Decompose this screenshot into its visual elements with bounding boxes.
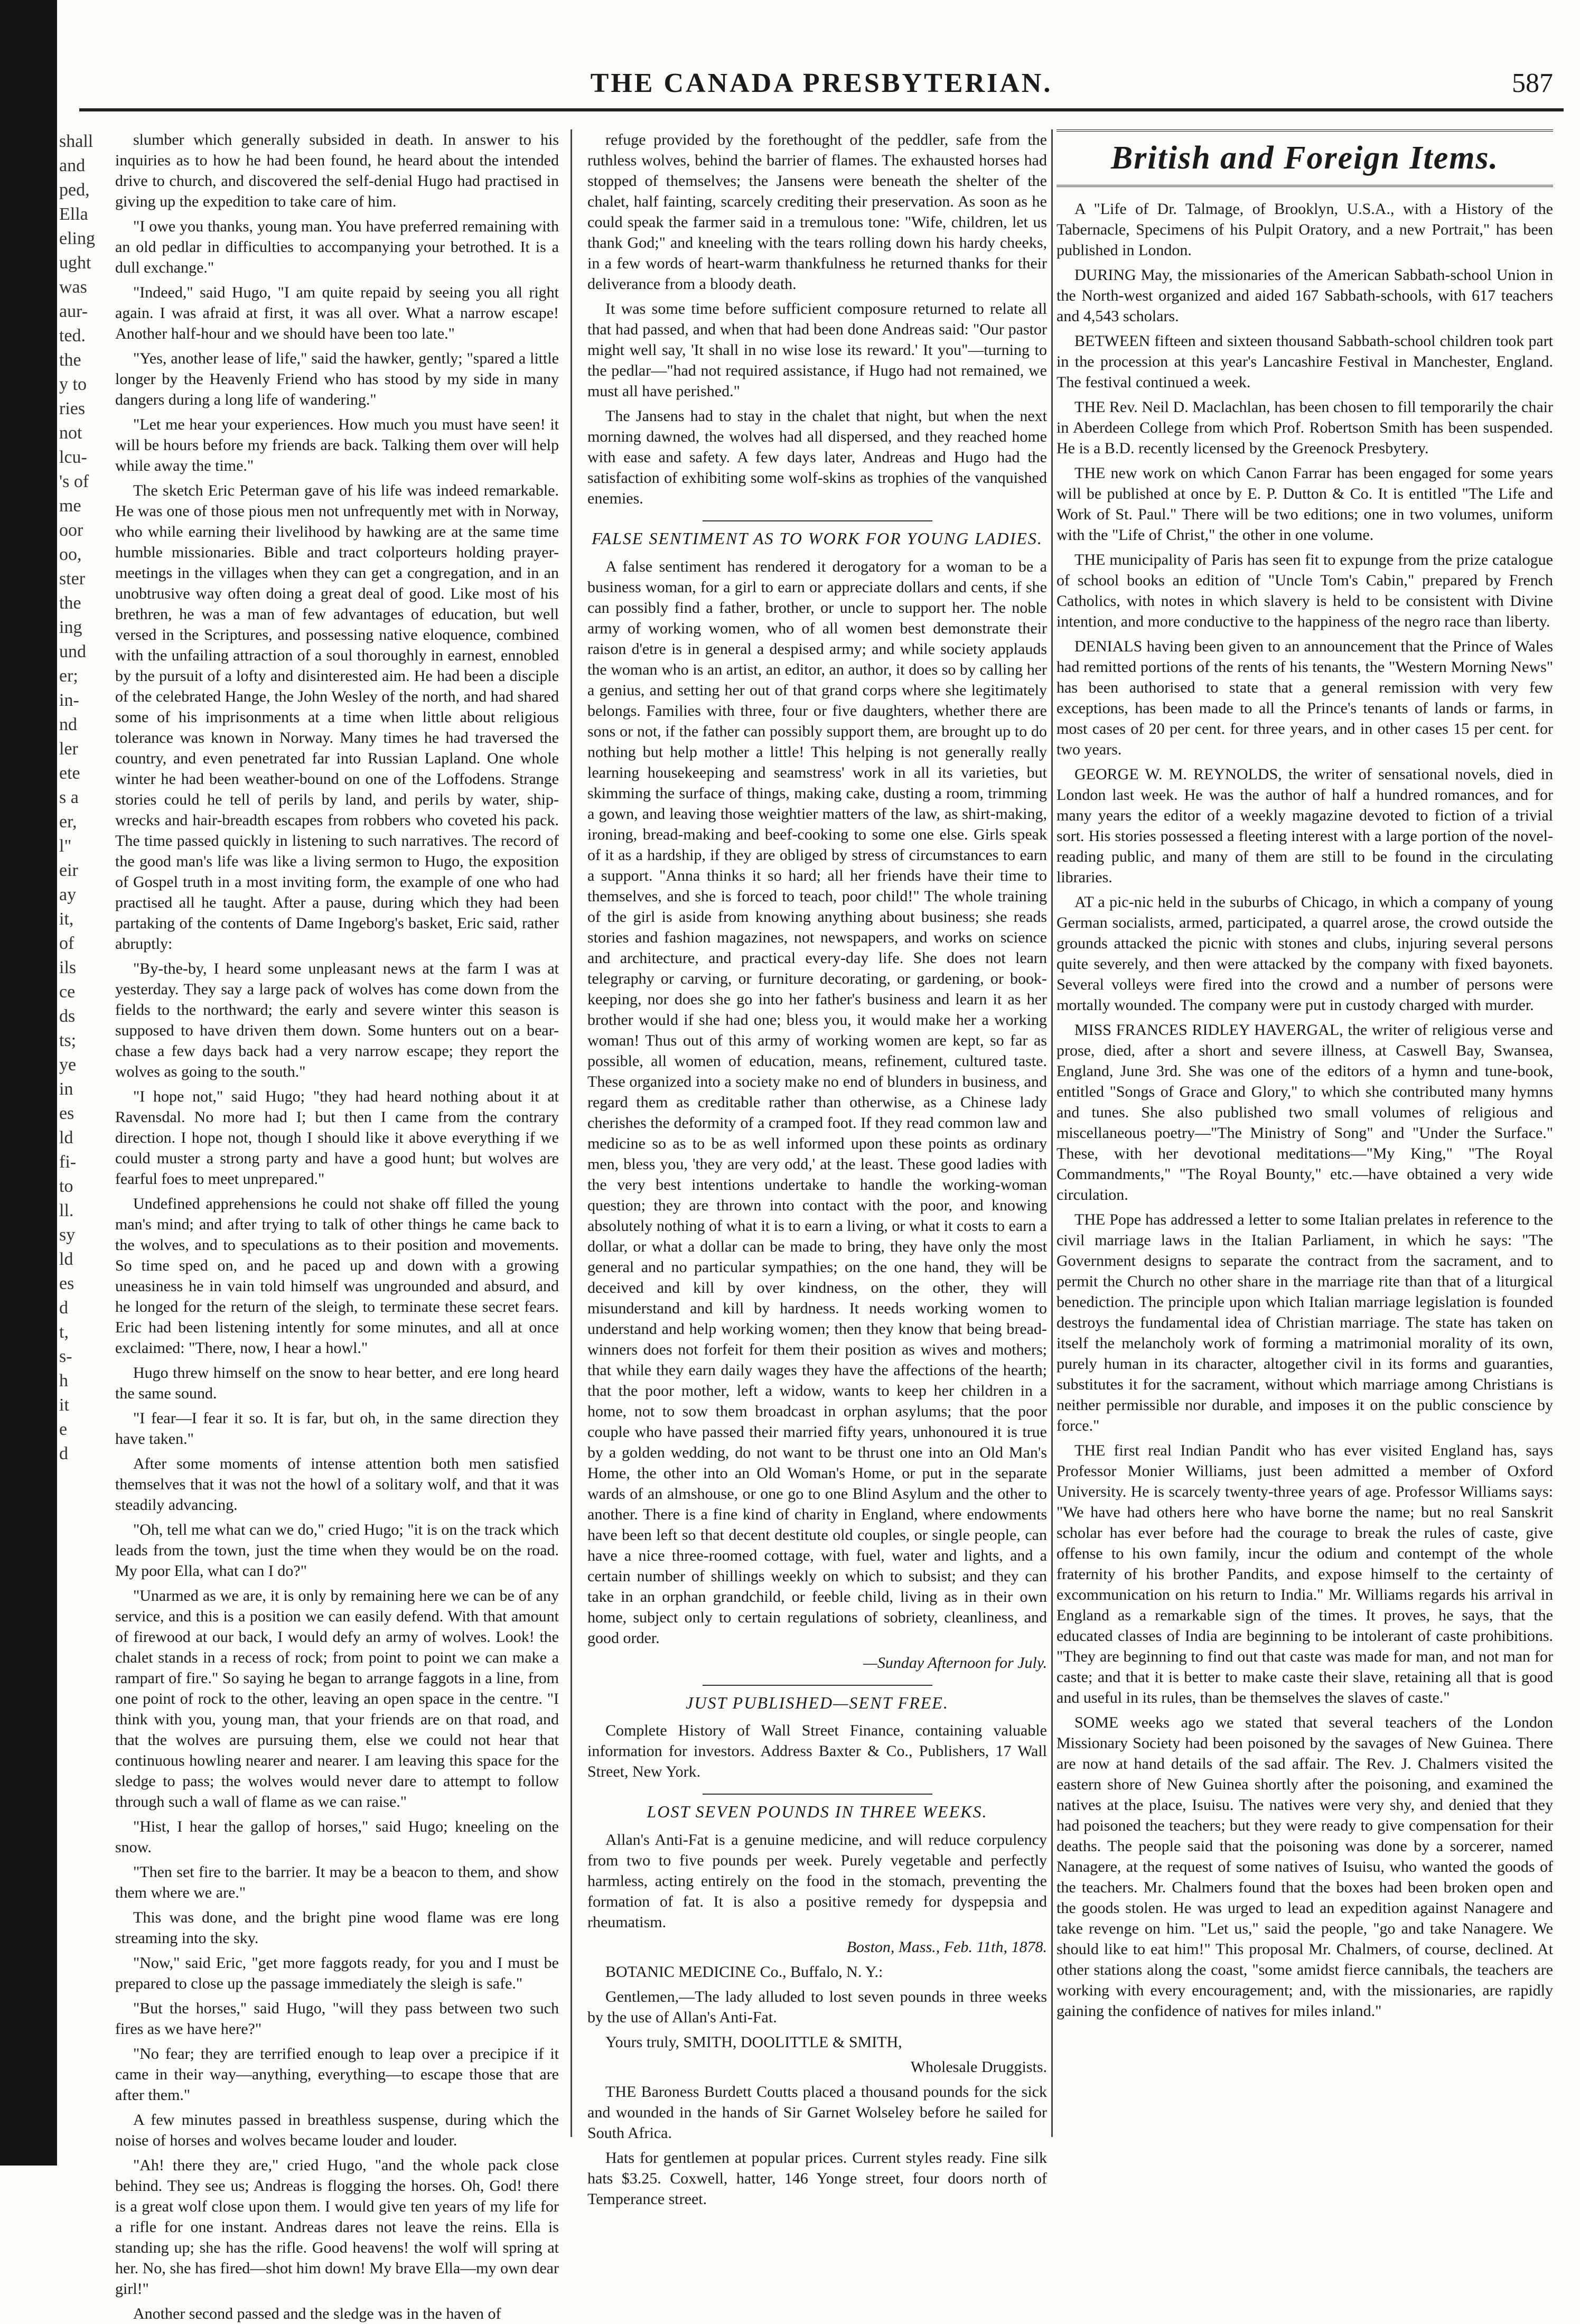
story-column bbox=[115, 129, 559, 2322]
story-paragraph: refuge provided by the forethought of the peddler, safe from the ruthless wolves, behind the barrier of flames. The exhausted horses had stopped of themselves; the Jansens were beneath the shelter of the chalet, half fainting, scarcely crediting their preservation. As soon as he could speak the farmer said in a tremulous tone: "Wife, children, let us thank God;" and kneeling with the tears rolling down his hardy cheeks, in a few words of heart-warm thankfulness he returned thanks for their deliverance from a bloody death. bbox=[587, 131, 1047, 293]
margin-fragment: ts; bbox=[59, 1031, 77, 1050]
notice-paragraph: THE Baroness Burdett Coutts placed a thousand pounds for the sick and wounded in the hands of Sir Garnet Wolseley before he sailed for South Africa. bbox=[587, 2083, 1047, 2142]
margin-fragment: ye bbox=[59, 1055, 77, 1075]
news-item: AT a pic-nic held in the suburbs of Chicago, in which a company of young German socialists, armed, participated, a quarrel arose, the crowd outside the grounds attacked the picnic with stones and clubs, injuring several persons quite severely, and then were attacked by the company with fixed bayonets. Several volleys were fired into the crowd and a number of persons were mortally wounded. The company were put in custody charged with murder. bbox=[1057, 893, 1553, 1014]
advertisement-heading: LOST SEVEN POUNDS IN THREE WEEKS. bbox=[587, 1794, 1047, 1823]
news-item: MISS FRANCES RIDLEY HAVERGAL, the writer of religious verse and prose, died, after a short and severe illness, at Caswell Bay, Swansea, England, June 3rd. She was one of the editors of a hymn and tune-book, entitled "Songs of Grace and Glory," to which she contributed many hymns and tunes. She also published two small volumes of religious and miscellaneous poetry—"The Ministry of Song" and "Under the Surface." These, with her devotional meditations—"My King," "The Royal Commandments," "The Royal Bounty," etc.—have obtained a very wide circulation. bbox=[1057, 1021, 1553, 1203]
margin-fragment: was bbox=[59, 277, 87, 297]
margin-fragment: Ella bbox=[59, 204, 88, 224]
margin-fragment: ught bbox=[59, 253, 91, 273]
advertisement-letter: Gentlemen,—The lady alluded to lost seven pounds in three weeks by the use of Allan's Anti-Fat. bbox=[587, 1987, 1047, 2026]
story-paragraph: The Jansens had to stay in the chalet that night, but when the next morning dawned, the wolves had all dispersed, and they reached home with ease and safety. A few days later, Andreas and Hugo had the satisfaction of exhibiting some wolf-skins as trophies of the vanquished enemies. bbox=[587, 407, 1047, 507]
margin-fragment: es bbox=[59, 1274, 74, 1293]
margin-fragment: er; bbox=[59, 666, 78, 686]
margin-fragment: sy bbox=[59, 1225, 76, 1245]
margin-fragment: y to bbox=[59, 375, 87, 394]
margin-fragment: me bbox=[59, 496, 81, 516]
advertisement-addressee: BOTANIC MEDICINE Co., Buffalo, N. Y.: bbox=[605, 1963, 883, 1981]
margin-fragment: in- bbox=[59, 690, 79, 710]
margin-fragment: ds bbox=[59, 1006, 76, 1026]
story-paragraph: Another second passed and the sledge was in the haven of bbox=[133, 2305, 501, 2322]
story-continuation bbox=[587, 129, 1047, 509]
story-paragraph: slumber which generally subsided in death. In answer to his inquiries as to how he had been found, he heard about the intended drive to church, and discovered the self-denial Hugo had practised in giving up the expedition to take care of him. bbox=[115, 131, 559, 210]
margin-fragment: t, bbox=[59, 1322, 69, 1342]
story-paragraph: "Then set fire to the barrier. It may be a beacon to them, and show them where we are." bbox=[115, 1863, 559, 1901]
story-paragraph: "But the horses," said Hugo, "will they pass between two such fires as we have here?" bbox=[115, 2000, 559, 2038]
margin-fragment: aur- bbox=[59, 302, 88, 321]
margin-fragment: s- bbox=[59, 1347, 72, 1366]
story-paragraph: "Ah! there they are," cried Hugo, "and the whole pack close behind. They see us; Andreas is flogging the horses. Oh, God! there is a great wolf close upon them. I would give ten years of my life for a rifle for one instant. Andreas dares not leave the reins. Ella is standing up; she has the rifle. Good heavens! the wolf will spring at her. No, she has fired—shot him down! My brave Ella—my own dear girl!" bbox=[115, 2157, 559, 2298]
closing-notices bbox=[587, 2082, 1047, 2209]
margin-fragment: it, bbox=[59, 909, 74, 929]
news-items bbox=[1057, 199, 1553, 2021]
story-paragraph: The sketch Eric Peterman gave of his life was indeed remarkable. He was one of those pious men not unfrequently met with in Norway, who while earning their livelihood by hawking are at the same time humble missionaries. Bible and tract colporteurs holding prayer-meetings in the villages when they can get a congregation, and in an unobtrusive way often doing a great deal of good. Like most of his brethren, he was a man of few advantages of education, but well versed in the Scriptures, and possessing native eloquence, combined with the unfailing attraction of a soul thoroughly in earnest, ennobled by the pursuit of a lofty and disinterested aim. He had been a disciple of the celebrated Hange, the John Wesley of the north, and had shared some of his imprisonments at a time when little about religious tolerance was known in Norway. Many times he had traversed the country, and even penetrated far into Russian Lapland. One whole winter he had been weather-bound on one of the Loffodens. Strange stories could he tell of perils by land, and perils by water, ship-wrecks and hair-breadth escapes from robbers who coveted his pack. The time passed quickly in listening to such narratives. The record of the good man's life was like a living sermon to Hugo, the exposition of Gospel truth in a most inviting form, the example of one who had practised all he taught. After a pause, during which they had been partaking of the contents of Dame Ingeborg's basket, Eric said, rather abruptly: bbox=[115, 482, 559, 953]
story-paragraph: A few minutes passed in breathless suspense, during which the noise of horses and wolves became louder and louder. bbox=[115, 2111, 559, 2149]
margin-fragment: ete bbox=[59, 763, 80, 783]
foreign-items-column bbox=[1057, 129, 1553, 2142]
story-paragraph: This was done, and the bright pine wood flame was ere long streaming into the sky. bbox=[115, 1909, 559, 1947]
article-heading: FALSE SENTIMENT AS TO WORK FOR YOUNG LADIES. bbox=[587, 520, 1047, 550]
margin-fragment: the bbox=[59, 350, 81, 370]
margin-fragment: eir bbox=[59, 861, 78, 880]
margin-fragment: nd bbox=[59, 715, 77, 734]
news-item: SOME weeks ago we stated that several teachers of the London Missionary Society had been poisoned by the savages of New Guinea. There are now at hand details of the sad affair. The Rev. J. Chalmers visited the eastern shore of New Guinea shortly after the poisoning, and examined the natives at the place, Isuisu. The natives were very shy, and denied that they had poisoned the teachers; but they were ready to give compensation for their deaths. The people said that the poisoning was done by a sorcerer, named Nanagere, at the request of some natives of Isuisu, who wanted the goods of the teachers. Mr. Chalmers found that the boxes had been broken open and the goods stolen. He was urged to lead an expedition against Nanagere and take revenge on him. "Let us," said the people, "go and take Nanagere. We should like to eat him!" This proposal Mr. Chalmers, of course, declined. At other stations along the coast, "some amidst fierce cannibals, the teachers are working with every encouragement; and, with the missionaries, are rapidly gaining the confidence of natives for miles inland." bbox=[1057, 1713, 1553, 2020]
false-sentiment-article bbox=[587, 520, 1047, 1673]
article-source: —Sunday Afternoon for July. bbox=[863, 1654, 1047, 1672]
story-paragraph: "Now," said Eric, "get more faggots ready, for you and I must be prepared to close up the passage immediately the sleigh is safe." bbox=[115, 1954, 559, 1992]
story-paragraph: "Unarmed as we are, it is only by remaining here we can be of any service, and this is a position we can easily defend. With that amount of firewood at our back, I would defy an army of wolves. Look! the chalet stands in a recess of rock; from point to point we can make a rampart of fire." So saying he began to arrange faggots in a line, from one point of rock to the other, leaving an open space in the centre. "I think with you, young man, that your friends are on that road, and that the wolves are pursuing them, else we could not hear that continuous howling nearer and nearer. I am leaving this space for the sledge to pass; the wolves would never dare to attempt to follow through such a wall of flame as we can raise." bbox=[115, 1587, 559, 1810]
margin-fragment: ll. bbox=[59, 1201, 74, 1220]
margin-fragment: shall bbox=[59, 132, 94, 151]
column-divider bbox=[1051, 129, 1053, 2137]
story-paragraph: "Oh, tell me what can we do," cried Hugo; "it is on the track which leads from the town, just the time when they would be on the road. My poor Ella, what can I do?" bbox=[115, 1521, 559, 1580]
margin-fragment: of bbox=[59, 934, 74, 953]
margin-fragment: h bbox=[59, 1371, 68, 1390]
section-banner: British and Foreign Items. bbox=[1057, 129, 1553, 187]
story-paragraph: "No fear; they are terrified enough to leap over a precipice if it came in their way—anything, everything—to escape those that are after them." bbox=[115, 2045, 559, 2104]
news-item: THE Rev. Neil D. Maclachlan, has been chosen to fill temporarily the chair in Aberdeen College from which Prof. Robertson Smith has been suspended. He is a B.D. recently licensed by the Greenock Presbytery. bbox=[1057, 398, 1553, 457]
middle-column bbox=[587, 129, 1047, 2208]
news-item: THE Pope has addressed a letter to some Italian prelates in reference to the civil marriage laws in the Italian Parliament, in which he says: "The Government designs to separate the contract from the sacrament, and to permit the Church no other share in the marriage rite than that of a liturgical benediction. The principle upon which Italian marriage legislation is founded destroys the fundamental idea of Christian marriage. The state has taken on itself the melancholy work of forming a matrimonial morality of its own, purely human in its character, altogether civil in its forms and guaranties, substitutes it for the sacrament, without which marriage among Christians is neither permissible nor durable, and imposes it on the public conscience by force." bbox=[1057, 1210, 1553, 1434]
story-paragraph: "Hist, I hear the gallop of horses," said Hugo; kneeling on the snow. bbox=[115, 1818, 559, 1856]
margin-fragment: it bbox=[59, 1395, 69, 1415]
margin-fragment: ils bbox=[59, 958, 77, 977]
page-number: 587 bbox=[1512, 68, 1553, 98]
margin-fragment: und bbox=[59, 642, 86, 661]
advertisement-signature: Yours truly, SMITH, DOOLITTLE & SMITH, bbox=[605, 2033, 902, 2051]
story-paragraph: Hugo threw himself on the snow to hear better, and ere long heard the same sound. bbox=[115, 1364, 559, 1402]
article-paragraph: A false sentiment has rendered it derogatory for a woman to be a business woman, for a girl to earn or appreciate dollars and cents, if she can possibly find a father, brother, or uncle to support her. The noble army of working women, who of all women best demonstrate their raison d'etre is in general a despised army; and while society applauds the woman who is an artist, an editor, an author, it does so by calling her a genius, and setting her out of that grand corps where she legitimately belongs. Families with three, four or five daughters, whether there are sons or not, if the father can possibly support them, are brought up to do nothing but help mother a little! This helping is not generally really learning housekeeping and seamstress' work in all its varieties, but skimming the surface of things, making cake, dusting a room, trimming a gown, and leaving those weightier matters of the law, as shirt-making, ironing, bread-making and beef-cooking to some one else. Girls speak of it as a hardship, if they are obliged by stress of circumstances to earn a support. "Anna thinks it so hard; all her friends have their time to themselves, and she is forced to teach, poor child!" The whole training of the girl is aside from knowing anything about business; she reads stories and fashion magazines, not newspapers, and works on science and architecture, and practical every-day life. She does not learn telegraphy or carving, or furniture decorating, or gardening, or book-keeping, nor does she go into her father's business and learn it as her brother would if she had one; bless you, it would make her a working woman! Thus out of this army of working women are kept, so far as possible, all women of education, means, refinement, cultured taste. These organized into a society make no end of blunders in business, and regard them as creditable rather than otherwise, as a Chinese lady cherishes the deformity of a cramped foot. If they read common law and medicine so as to be as well informed upon these points as ordinary men, bless you, 'they are very odd,' at the least. These good ladies with the very best intentions undertake to handle the working-woman question; they are thrown into contact with the poor, and knowing absolutely nothing of what it is to earn a living, or what it costs to earn a dollar, or what a dollar can be made to bring, they have only the most general and no particular sympathies; on the one hand, they will be deceived and kill by over kindness, on the other, they will misunderstand and kill by hardness. It needs working women to understand and help working women; then they know that being bread-winners does not forfeit for them their position as wives and mothers; that while they earn daily wages they have the affections of the hearth; that the poor mother, left a widow, wants to keep her children in a home, not to sow them broadcast in orphan asylums; that the poor couple who have passed their married fifty years, unhonoured it is true by a golden wedding, do not want to be thrust one into an Old Man's Home, the other into an Old Woman's Home, or put in the separate wards of an almshouse, or one go to one Blind Asylum and the other to another. There is a fine kind of charity in England, where endowments have been left so that decent destitute old couples, or single people, can have a nice three-roomed cottage, with fuel, water and lights, and a certain number of shillings weekly on which to subsist; and they can take in an orphan grandchild, or feeble child, living as in their own home, subject only to certain regulations of sobriety, cleanliness, and good order. bbox=[587, 557, 1047, 1647]
story-paragraph: "I hope not," said Hugo; "they had heard nothing about it at Ravensdal. No more had I; but then I came from the contrary direction. I hope not, though I should like it above everything if we could muster a strong party and have a good hunt; but wolves are fearful foes to meet unprepared." bbox=[115, 1088, 559, 1188]
page-header bbox=[85, 63, 1558, 106]
notice-paragraph: Hats for gentlemen at popular prices. Current styles ready. Fine silk hats $3.25. Coxwell, hatter, 146 Yonge street, four doors north of Temperance street. bbox=[587, 2149, 1047, 2208]
story-paragraph: "I owe you thanks, young man. You have preferred remaining with an old pedlar in difficulties to accompanying your betrothed. It is a dull exchange." bbox=[115, 218, 559, 276]
margin-fragment: oo, bbox=[59, 545, 82, 564]
just-published-notice bbox=[587, 1685, 1047, 1782]
margin-fragment: 's of bbox=[59, 472, 89, 491]
margin-fragment: d bbox=[59, 1444, 68, 1463]
margin-fragment: s a bbox=[59, 788, 79, 807]
margin-fragment: to bbox=[59, 1177, 73, 1196]
column-divider bbox=[571, 129, 572, 2137]
margin-fragment: lcu- bbox=[59, 447, 87, 467]
margin-fragment: fi- bbox=[59, 1152, 77, 1172]
story-paragraph: "Indeed," said Hugo, "I am quite repaid by seeing you all right again. I was afraid at first, it was all over. What a narrow escape! Another half-hour and we should have been too late." bbox=[115, 284, 559, 342]
story-paragraph: It was some time before sufficient composure returned to relate all that had passed, and when that had been done Andreas said: "Our pastor might well say, 'It shall in no wise lose its reward.' It you"—turning to the pedlar—"had not required assistance, if Hugo had not remained, we must all have perished." bbox=[587, 300, 1047, 400]
publication-title: THE CANADA PRESBYTERIAN. bbox=[590, 68, 1053, 98]
margin-fragment: l" bbox=[59, 836, 72, 856]
news-item: A "Life of Dr. Talmage, of Brooklyn, U.S.A., with a History of the Tabernacle, Specimens of his Pulpit Oratory, and a new Portrait," has been published in London. bbox=[1057, 200, 1553, 259]
cropped-margin-column bbox=[59, 129, 112, 1466]
story-paragraph: "Yes, another lease of life," said the hawker, gently; "spared a little longer by the Heavenly Friend who has stood by my side in many dangers during a long life of wandering." bbox=[115, 350, 559, 408]
anti-fat-advertisement bbox=[587, 1794, 1047, 2077]
news-item: DENIALS having been given to an announcement that the Prince of Wales had remitted portions of the rents of his tenants, the "Western Morning News" has been authorised to state that a general remission with very few exceptions, has been made to all the Prince's tenants of lands or farms, in most cases of 20 per cent. for three years, and in other cases 15 per cent. for two years. bbox=[1057, 637, 1553, 758]
margin-fragment: ler bbox=[59, 739, 78, 759]
story-paragraph: "By-the-by, I heard some unpleasant news at the farm I was at yesterday. They say a large pack of wolves has come down from the fields to the northward; the early and severe winter this season is supposed to have driven them down. Some hunters out on a bear-chase a few days back had a very narrow escape; they report the wolves as going to the south." bbox=[115, 960, 559, 1080]
margin-fragment: ay bbox=[59, 885, 77, 904]
margin-fragment: ld bbox=[59, 1249, 73, 1269]
news-item: DURING May, the missionaries of the American Sabbath-school Union in the North-west organized and aided 167 Sabbath-schools, with 617 teachers and 4,543 scholars. bbox=[1057, 266, 1553, 325]
story-paragraph: "Let me hear your experiences. How much you must have seen! it will be hours before my friends are back. Talking them over will help while away the time." bbox=[115, 416, 559, 474]
margin-fragment: er, bbox=[59, 812, 77, 832]
margin-fragment: in bbox=[59, 1079, 73, 1099]
margin-fragment: ted. bbox=[59, 326, 86, 346]
margin-fragment: and bbox=[59, 156, 86, 175]
notice-heading: JUST PUBLISHED—SENT FREE. bbox=[587, 1685, 1047, 1714]
news-item: THE first real Indian Pandit who has ever visited England has, says Professor Monier Williams, just been admitted a member of Oxford University. He is scarcely twenty-three years of age. Professor Williams says: "We have had others here who have borne the name; but no real Sanskrit scholar has ever before had the courage to break the rules of caste, give offense to his own family, incur the odium and contempt of the whole fraternity of his brother Pandits, and expose himself to the certainty of excommunication on his return to India." Mr. Williams regards his arrival in England as a remarkable sign of the times. It proves, he says, that the educated classes of India are beginning to be intolerant of caste prohibitions. "They are beginning to find out that caste was made for man, and not man for caste; and that it is better to make caste their slave, retaining all that is good and useful in its rules, than be themselves the slaves of caste." bbox=[1057, 1441, 1553, 1706]
advertisement-signature-role: Wholesale Druggists. bbox=[910, 2058, 1047, 2076]
margin-fragment: ld bbox=[59, 1128, 73, 1147]
margin-fragment: ries bbox=[59, 399, 86, 418]
margin-fragment: ster bbox=[59, 569, 86, 589]
margin-fragment: oor bbox=[59, 520, 83, 540]
margin-fragment: ce bbox=[59, 982, 76, 1002]
margin-fragment: es bbox=[59, 1104, 74, 1123]
margin-fragment: ing bbox=[59, 618, 82, 637]
news-item: GEORGE W. M. REYNOLDS, the writer of sensational novels, died in London last week. He was the author of half a hundred romances, and for many years the editor of a weekly magazine devoted to fiction of a trivial sort. His stories possessed a fleeting interest with a large portion of the novel-reading public, and many of them are still to be found in the circulating libraries. bbox=[1057, 765, 1553, 886]
margin-fragment: e bbox=[59, 1420, 68, 1439]
story-paragraph: Undefined apprehensions he could not shake off filled the young man's mind; and after trying to talk of other things he came back to the wolves, and to speculations as to their position and movements. So time sped on, and he paced up and down with a growing uneasiness he in vain told himself was ungrounded and absurd, and he longed for the return of the sleigh, to terminate these secret fears. Eric had been listening intently for some minutes, and all at once exclaimed: "There, now, I hear a howl." bbox=[115, 1195, 559, 1357]
article-body bbox=[587, 556, 1047, 1648]
margin-fragment: the bbox=[59, 593, 81, 613]
news-item: THE municipality of Paris has seen fit to expunge from the prize catalogue of school books an edition of "Uncle Tom's Cabin," prepared by French Catholics, with notes in which slavery is held to be consistent with Divine intention, and more conductive to the happiness of the negro race than liberty. bbox=[1057, 550, 1553, 630]
margin-fragment: d bbox=[59, 1298, 68, 1318]
advertisement-text: Allan's Anti-Fat is a genuine medicine, and will reduce corpulency from two to five pounds per week. Purely vegetable and perfectly harmless, acting entirely on the food in the stomach, preventing the formation of fat. It is also a positive remedy for dyspepsia and rheumatism. bbox=[587, 1831, 1047, 1931]
margin-fragment: not bbox=[59, 423, 82, 443]
notice-text: Complete History of Wall Street Finance, containing valuable information for investors. Address Baxter & Co., Publishers, 17 Wall Street, New York. bbox=[587, 1722, 1047, 1781]
news-item: BETWEEN fifteen and sixteen thousand Sabbath-school children took part in the procession at this year's Lancashire Festival in Manchester, England. The festival continued a week. bbox=[1057, 332, 1553, 391]
margin-fragment: ped, bbox=[59, 180, 90, 200]
binding-spine bbox=[0, 0, 57, 2166]
header-rule bbox=[79, 108, 1564, 111]
story-paragraph: After some moments of intense attention both men satisfied themselves that it was not the howl of a solitary wolf, and that it was steadily advancing. bbox=[115, 1455, 559, 1514]
story-paragraph: "I fear—I fear it so. It is far, but oh, in the same direction they have taken." bbox=[115, 1410, 559, 1448]
news-item: THE new work on which Canon Farrar has been engaged for some years will be published at once by E. P. Dutton & Co. It is entitled "The Life and Work of St. Paul." There will be two editions; one in two volumes, uniform with the "Life of Christ," the other in one volume. bbox=[1057, 464, 1553, 544]
advertisement-dateline: Boston, Mass., Feb. 11th, 1878. bbox=[846, 1938, 1047, 1956]
margin-fragment: eling bbox=[59, 229, 95, 248]
